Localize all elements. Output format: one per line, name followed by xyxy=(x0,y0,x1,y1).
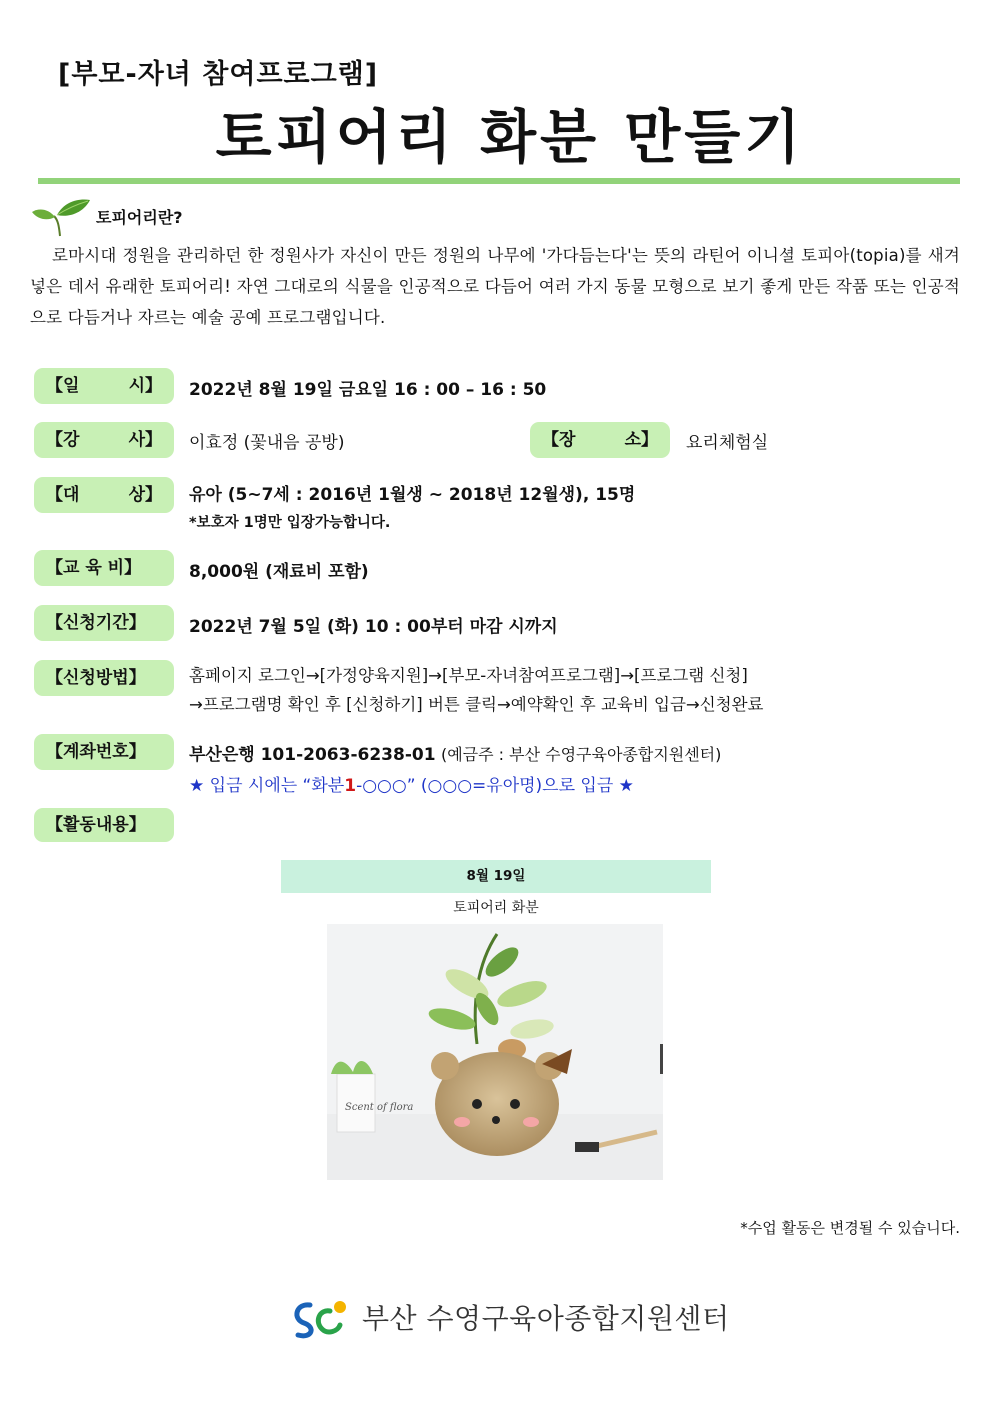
instructor-value: 이효정 (꽃내음 공방) xyxy=(189,433,345,453)
label-method-text: 【신청방법】 xyxy=(46,668,146,688)
label-place-a: 【장 xyxy=(542,430,576,450)
place-value: 요리체험실 xyxy=(686,433,769,453)
center-name: 부산 수영구육아종합지원센터 xyxy=(362,1302,730,1335)
label-datetime xyxy=(34,368,174,404)
photo-script-text: Scent of flora xyxy=(345,1102,414,1113)
change-footnote: *수업 활동은 변경될 수 있습니다. xyxy=(740,1219,960,1237)
label-activity xyxy=(34,808,174,842)
deposit-notice xyxy=(189,771,634,796)
program-category: [부모-자녀 참여프로그램] xyxy=(58,59,379,90)
account-bank: 부산은행 101-2063-6238-01 xyxy=(189,745,436,765)
label-datetime-a: 【일 xyxy=(46,376,80,396)
intro-text: 로마시대 정원을 관리하던 한 정원사가 자신이 만든 정원의 나무에 '가다듬는다'는 뜻의 라틴어 이니셜 토피아(topia)를 새겨 넣은 데서 유래한 토피어리! 자연 그대로의 식물을 인공적으로 다듬어 여러 가지 동물 모형으로 보기 좋게 만든 작품 또는 인공적으로 다듬거나 자르는 예술 공예 프로그램입니다. xyxy=(30,246,960,327)
label-target-a: 【대 xyxy=(46,485,80,505)
label-method xyxy=(34,660,174,696)
title-divider xyxy=(38,178,960,184)
label-fee-text: 【교 육 비】 xyxy=(46,558,142,578)
label-account xyxy=(34,734,174,770)
center-logo-icon xyxy=(290,1297,350,1341)
label-place xyxy=(530,422,670,458)
label-instructor-b: 사】 xyxy=(128,430,162,450)
activity-date: 8월 19일 xyxy=(281,860,711,893)
label-account-text: 【계좌번호】 xyxy=(46,742,146,762)
topiary-pot-photo xyxy=(327,924,663,1180)
target-note: *보호자 1명만 입장가능합니다. xyxy=(189,515,391,531)
deposit-notice-pre: ★ 입금 시에는 “화분 xyxy=(189,776,345,796)
period-value: 2022년 7월 5일 (화) 10 : 00부터 마감 시까지 xyxy=(189,617,558,637)
label-place-b: 소】 xyxy=(624,430,658,450)
sprout-icon xyxy=(30,196,92,238)
fee-value: 8,000원 (재료비 포함) xyxy=(189,562,369,582)
label-fee xyxy=(34,550,174,586)
target-value: 유아 (5~7세 : 2016년 1월생 ~ 2018년 12월생), 15명 xyxy=(189,485,636,505)
deposit-notice-number: 1 xyxy=(344,776,357,796)
account-holder: (예금주 : 부산 수영구육아종합지원센터) xyxy=(440,745,722,764)
label-target xyxy=(34,477,174,513)
label-period-text: 【신청기간】 xyxy=(46,613,146,633)
deposit-notice-post: -○○○” (○○○=유아명)으로 입금 ★ xyxy=(356,776,634,796)
label-instructor-a: 【강 xyxy=(46,430,80,450)
label-target-b: 상】 xyxy=(128,485,162,505)
method-line2: →프로그램명 확인 후 [신청하기] 버튼 클릭→예약확인 후 교육비 입금→신청완료 xyxy=(189,695,764,714)
intro-heading: 토피어리란? xyxy=(96,208,183,227)
method-line1: 홈페이지 로그인→[가정양육지원]→[부모-자녀참여프로그램]→[프로그램 신청] xyxy=(189,666,748,685)
datetime-value: 2022년 8월 19일 금요일 16 : 00 – 16 : 50 xyxy=(189,380,547,400)
label-activity-text: 【활동내용】 xyxy=(46,815,146,835)
page-title: 토피어리 화분 만들기 xyxy=(215,103,805,171)
activity-caption: 토피어리 화분 xyxy=(453,900,539,916)
label-period xyxy=(34,605,174,641)
label-datetime-b: 시】 xyxy=(128,376,162,396)
account-line xyxy=(189,740,721,765)
label-instructor xyxy=(34,422,174,458)
